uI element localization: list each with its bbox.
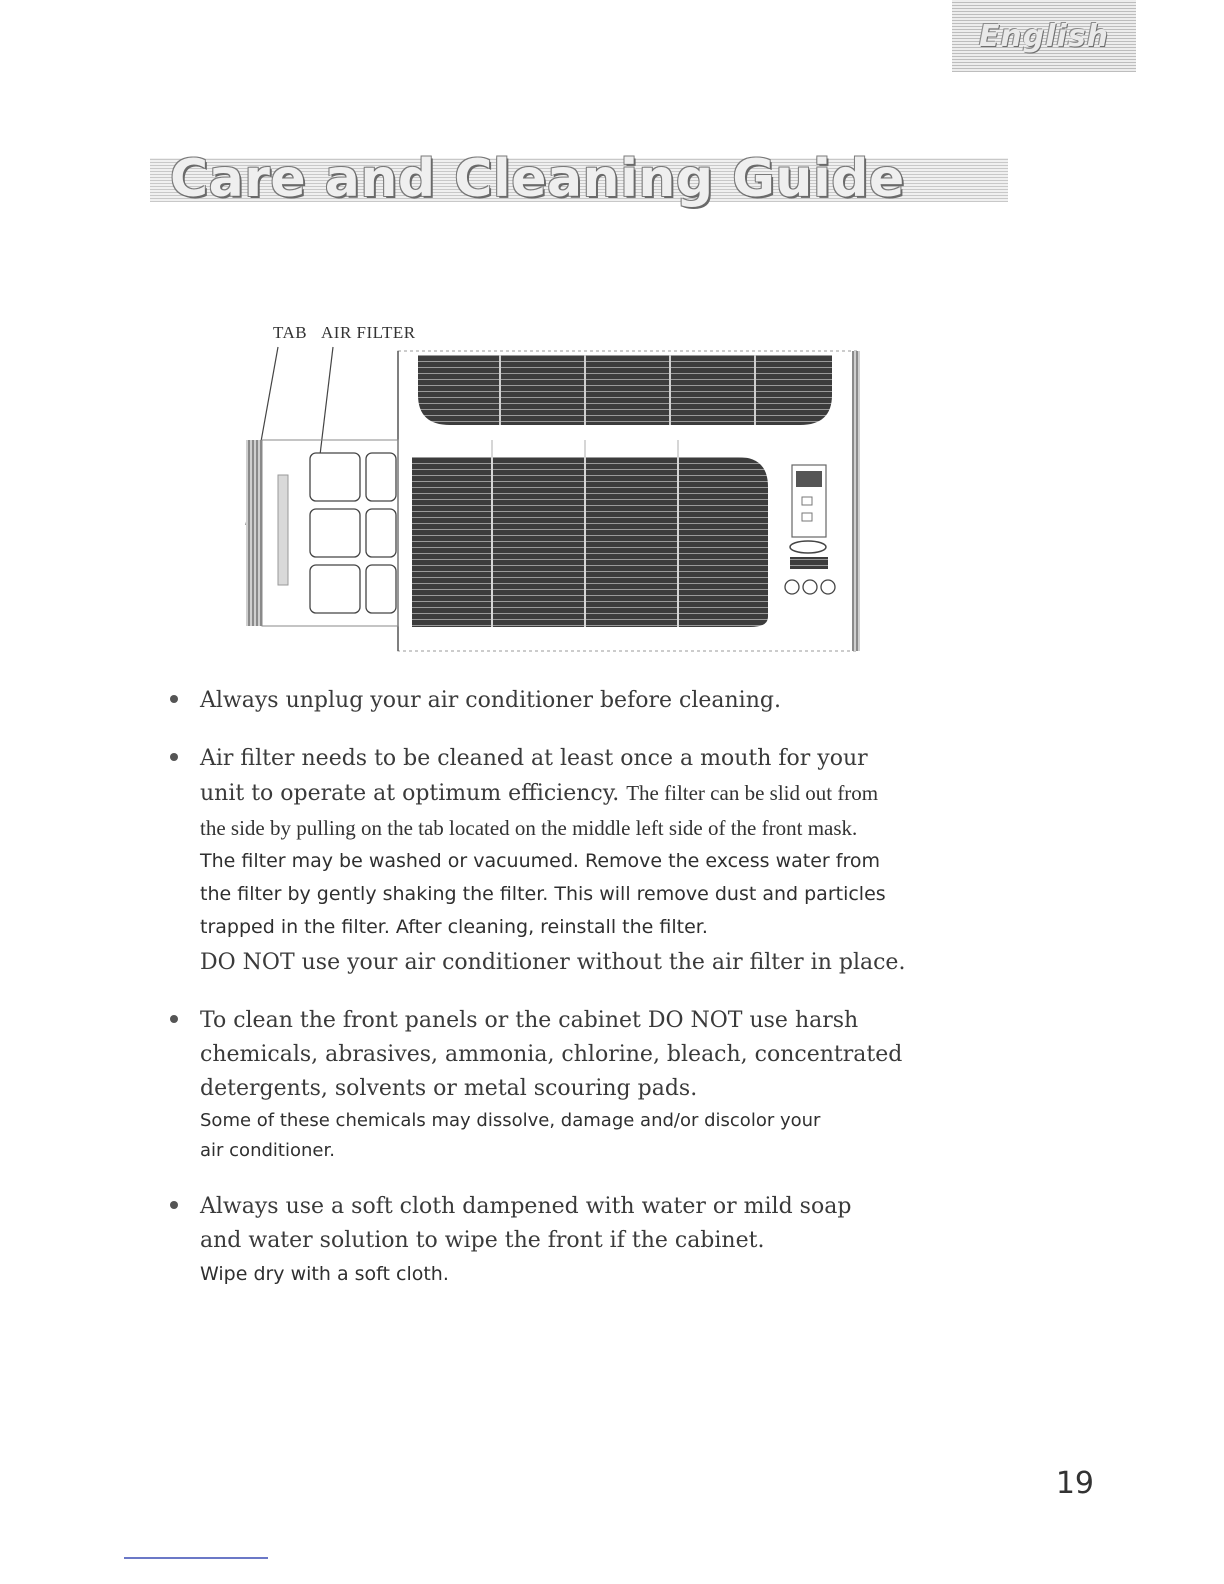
- instruction-line: [200, 776, 1056, 811]
- instruction-line: chemicals, abrasives, ammonia, chlorine, bleach, concentrated: [200, 1042, 903, 1067]
- instruction-line: the filter by gently shaking the filter. This will remove dust and particles: [200, 883, 886, 905]
- care-instructions: [156, 684, 1056, 1315]
- control-panel: [785, 465, 835, 594]
- page-number: 19: [1055, 1466, 1094, 1501]
- instruction-line: trapped in the filter. After cleaning, reinstall the filter.: [200, 916, 708, 938]
- bullet-icon: [170, 1201, 178, 1209]
- air-filter-label: AIR FILTER: [321, 323, 416, 342]
- language-tab: [952, 0, 1136, 72]
- instruction-line: Air filter needs to be cleaned at least once a mouth for your: [200, 746, 868, 771]
- instruction-line: The filter may be washed or vacuumed. Remove the excess water from: [200, 850, 880, 872]
- bullet-icon: [170, 753, 178, 761]
- language-label: English: [978, 18, 1110, 54]
- front-grille: [412, 457, 768, 627]
- side-filter-panel: [246, 440, 398, 626]
- instruction-line: Wipe dry with a soft cloth.: [200, 1263, 449, 1285]
- footer-rule: [124, 1557, 268, 1559]
- instruction-line: Always unplug your air conditioner before cleaning.: [200, 688, 781, 713]
- list-item: [156, 1004, 1056, 1166]
- bullet-icon: [170, 1015, 178, 1023]
- instruction-line: air conditioner.: [200, 1140, 335, 1161]
- list-item: [156, 742, 1056, 980]
- instruction-text: unit to operate at optimum efficiency.: [200, 781, 620, 806]
- instruction-text: The filter can be slid out from: [626, 781, 879, 805]
- air-conditioner-diagram: [240, 325, 870, 655]
- instruction-line: the side by pulling on the tab located on the middle left side of the front mask.: [200, 816, 858, 840]
- warning-line: DO NOT use your air conditioner without the air filter in place.: [200, 950, 906, 975]
- page-title: Care and Cleaning Guide: [170, 149, 905, 209]
- instruction-line: and water solution to wipe the front if the cabinet.: [200, 1228, 765, 1253]
- tab-label: TAB: [273, 323, 308, 342]
- instruction-line: To clean the front panels or the cabinet DO NOT use harsh: [200, 1008, 859, 1033]
- list-item: [156, 684, 1056, 718]
- top-louver: [418, 355, 832, 425]
- list-item: [156, 1190, 1056, 1291]
- instruction-line: Always use a soft cloth dampened with water or mild soap: [200, 1194, 852, 1219]
- bullet-icon: [170, 695, 178, 703]
- instruction-line: Some of these chemicals may dissolve, damage and/or discolor your: [200, 1110, 821, 1131]
- instruction-line: detergents, solvents or metal scouring pads.: [200, 1076, 698, 1101]
